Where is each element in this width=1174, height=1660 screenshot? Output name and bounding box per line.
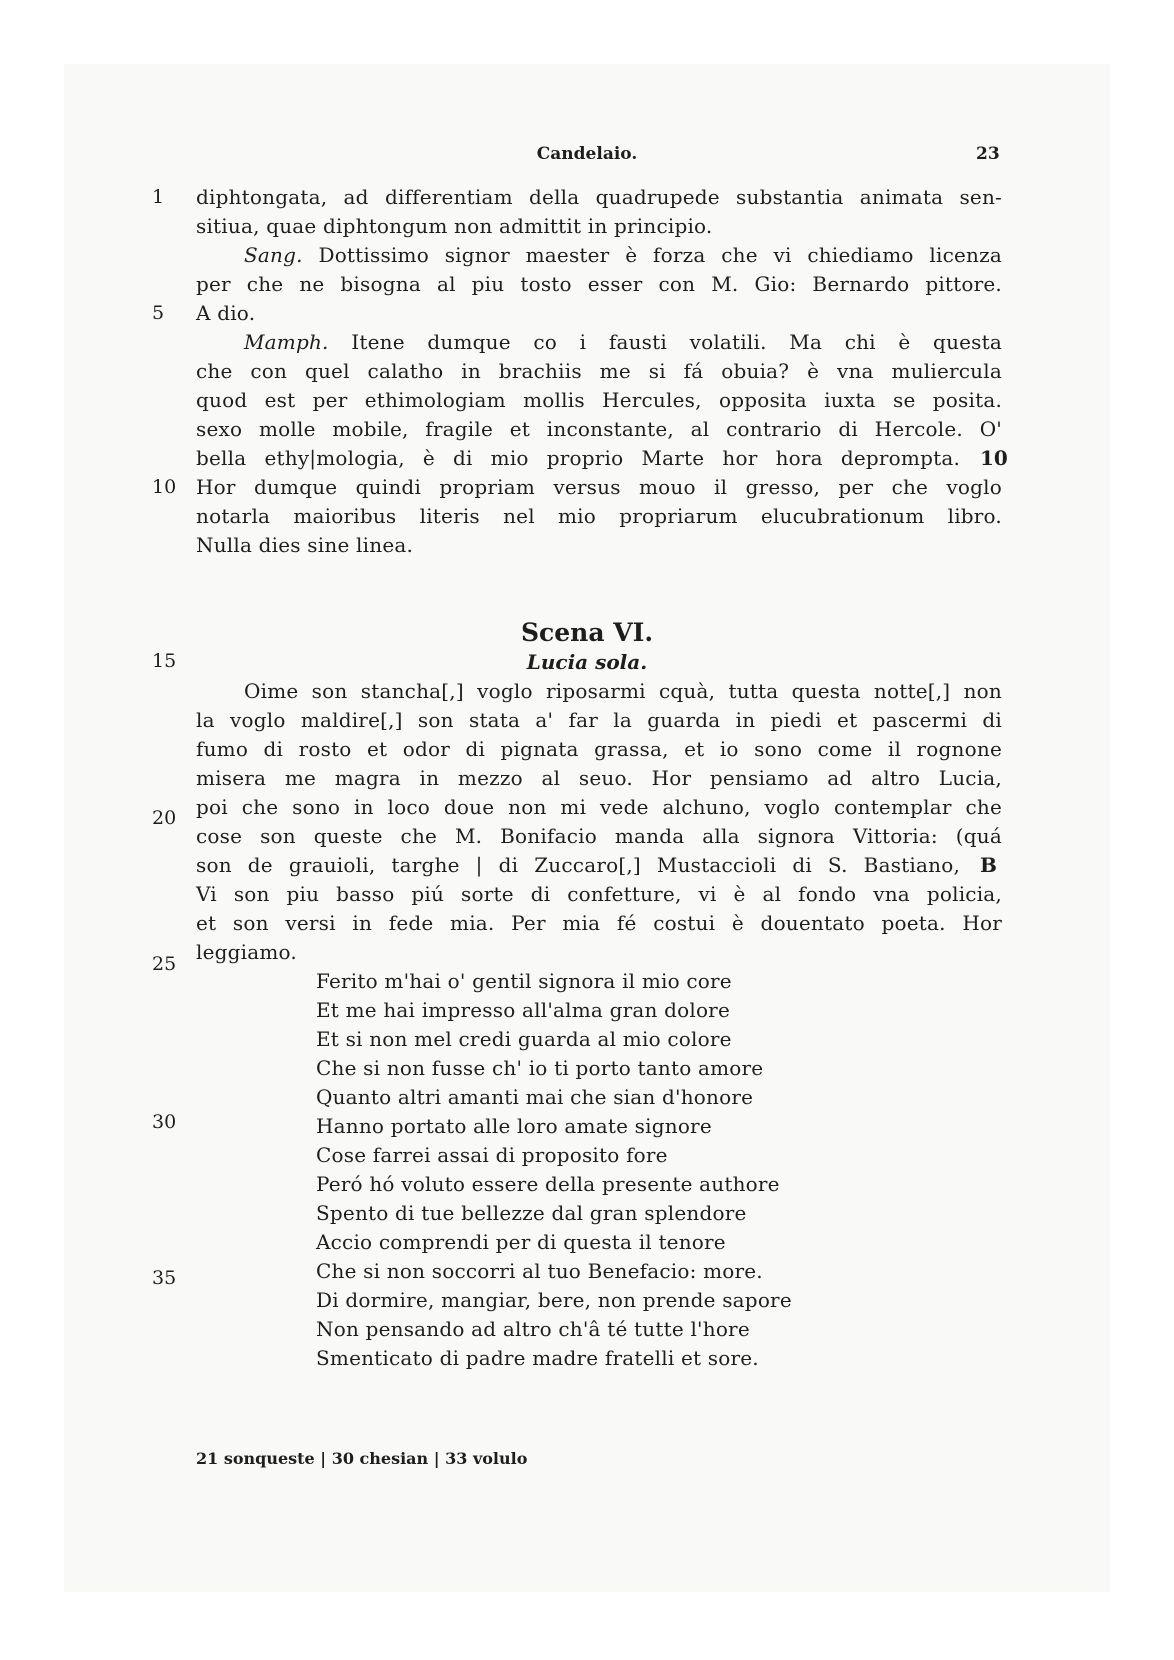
text-line: leggiamo. xyxy=(196,940,297,964)
line-number: 30 xyxy=(152,1111,177,1133)
text-line: Hor dumque quindi propriam versus mouo il gresso, per che voglo xyxy=(196,475,1002,499)
text-line: cose son queste che M. Bonifacio manda alla signora Vittoria: (quá xyxy=(196,824,1002,848)
margin-mark: 10 xyxy=(980,446,1008,470)
line-number: 35 xyxy=(152,1267,177,1289)
verse-line: Et me hai impresso all'alma gran dolore xyxy=(316,998,730,1022)
speech-text: Itene dumque co i fausti volatili. Ma chi è questa xyxy=(351,330,1003,354)
footnote: 21 sonqueste | 30 chesian | 33 volulo xyxy=(196,1449,528,1468)
verse-line: Spento di tue bellezze dal gran splendore xyxy=(316,1201,747,1225)
text-line: fumo di rosto et odor di pignata grassa, et io sono come il rognone xyxy=(196,737,1002,761)
text-line: la voglo maldire[,] son stata a' far la guarda in piedi et pascermi di xyxy=(196,708,1002,732)
text-line: Vi son piu basso piú sorte di confetture, vi è al fondo vna policia, xyxy=(196,882,1002,906)
line-number: 5 xyxy=(152,302,165,324)
text-line: et son versi in fede mia. Per mia fé costui è douentato poeta. Hor xyxy=(196,911,1002,935)
line-number: 25 xyxy=(152,953,177,975)
verse-line: Et si non mel credi guarda al mio colore xyxy=(316,1027,732,1051)
line-number: 1 xyxy=(152,186,165,208)
verse-line: Che si non soccorri al tuo Benefacio: more. xyxy=(316,1259,763,1283)
text-line: sitiua, quae diphtongum non admittit in principio. xyxy=(196,214,713,238)
speaker-name: Sang. xyxy=(244,243,303,267)
text-line: che con quel calatho in brachiis me si fá obuia? è vna muliercula xyxy=(196,359,1002,383)
text-line: notarla maioribus literis nel mio propriarum elucubrationum libro. xyxy=(196,504,1002,528)
verse-line: Di dormire, mangiar, bere, non prende sapore xyxy=(316,1288,792,1312)
verse-line: Peró hó voluto essere della presente authore xyxy=(316,1172,780,1196)
text-line: per che ne bisogna al piu tosto esser con M. Gio: Bernardo pittore. xyxy=(196,272,1002,296)
line-number: 20 xyxy=(152,807,177,829)
speech-text: Dottissimo signor maester è forza che vi chiediamo licenza xyxy=(318,243,1002,267)
scene-subtitle: Lucia sola. xyxy=(526,650,648,674)
line-number: 10 xyxy=(152,476,177,498)
verse-line: Accio comprendi per di questa il tenore xyxy=(316,1230,726,1254)
line-number: 15 xyxy=(152,650,177,672)
verse-line: Ferito m'hai o' gentil signora il mio core xyxy=(316,969,732,993)
verse-line: Smenticato di padre madre fratelli et sore. xyxy=(316,1346,759,1370)
margin-mark: B xyxy=(980,853,997,877)
text-line: misera me magra in mezzo al seuo. Hor pensiamo ad altro Lucia, xyxy=(196,766,1002,790)
text-line xyxy=(244,330,1002,354)
text-line: quod est per ethimologiam mollis Hercules, opposita iuxta se posita. xyxy=(196,388,1002,412)
speaker-name: Mamph. xyxy=(244,330,329,354)
verse-line: Hanno portato alle loro amate signore xyxy=(316,1114,712,1138)
verse-line: Cose farrei assai di proposito fore xyxy=(316,1143,668,1167)
verse-line: Quanto altri amanti mai che sian d'honore xyxy=(316,1085,754,1109)
text-line: diphtongata, ad differentiam della quadrupede substantia animata sen- xyxy=(196,185,1002,209)
scene-title: Scena VI. xyxy=(520,618,654,647)
text-line: son de grauioli, targhe | di Zuccaro[,] Mustaccioli di S. Bastiano, xyxy=(196,853,960,877)
text-line: bella ethy|mologia, è di mio proprio Marte hor hora deprompta. xyxy=(196,446,960,470)
text-line xyxy=(244,243,1002,267)
verse-line: Che si non fusse ch' io ti porto tanto amore xyxy=(316,1056,764,1080)
page-number: 23 xyxy=(976,144,1000,164)
text-line: Oime son stancha[,] voglo riposarmi cquà, tutta questa notte[,] non xyxy=(244,679,1002,703)
running-head-title: Candelaio. xyxy=(536,144,638,164)
verse-line: Non pensando ad altro ch'â té tutte l'hore xyxy=(316,1317,750,1341)
text-line: A dio. xyxy=(196,301,256,325)
text-line: sexo molle mobile, fragile et inconstante, al contrario di Hercole. O' xyxy=(196,417,1002,441)
text-line: Nulla dies sine linea. xyxy=(196,533,414,557)
text-line: poi che sono in loco doue non mi vede alchuno, voglo contemplar che xyxy=(196,795,1002,819)
